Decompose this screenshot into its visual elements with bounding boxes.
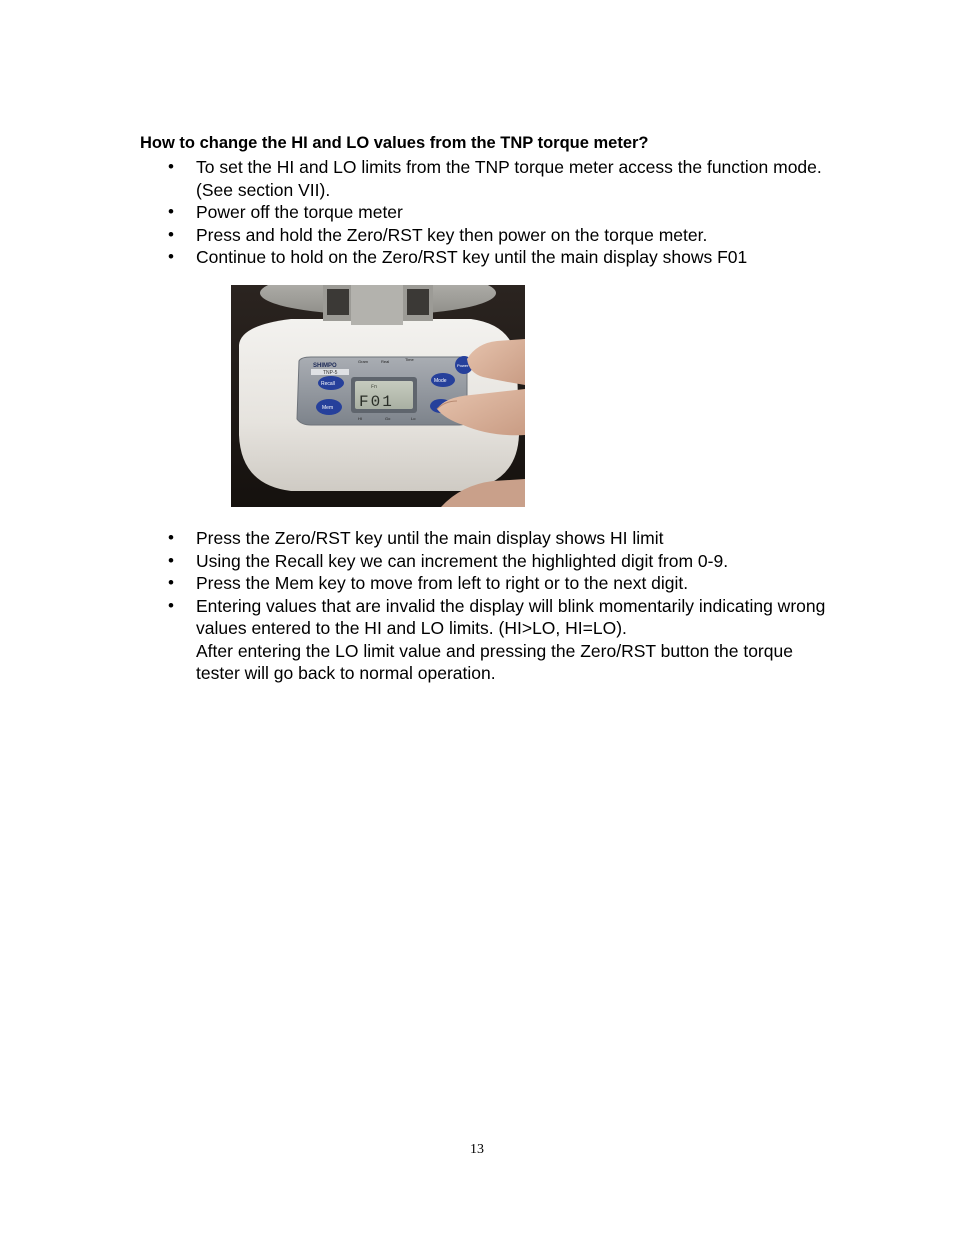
list-item bbox=[168, 246, 828, 269]
indicator-label: Lo bbox=[411, 416, 416, 421]
indicator-label: HI bbox=[358, 416, 362, 421]
indicator-label: Gram bbox=[358, 359, 368, 364]
steps-list-after-photo bbox=[168, 527, 828, 685]
list-item-text: To set the HI and LO limits from the TNP torque meter access the function mode. (See section VII). bbox=[196, 157, 822, 200]
model-label: TNP-5 bbox=[323, 370, 338, 376]
list-item-text: Press and hold the Zero/RST key then power on the torque meter. bbox=[196, 224, 708, 245]
torque-meter-photo bbox=[231, 285, 525, 507]
bullet-icon: • bbox=[168, 224, 174, 244]
list-item bbox=[168, 550, 828, 573]
bullet-icon: • bbox=[168, 550, 174, 570]
closing-note: After entering the LO limit value and pressing the Zero/RST button the torque tester will go back to normal operation. bbox=[196, 640, 793, 683]
bullet-icon: • bbox=[168, 595, 174, 615]
page-number: 13 bbox=[470, 1142, 484, 1157]
power-key: Power bbox=[457, 363, 469, 368]
steps-list-before-photo bbox=[168, 156, 828, 269]
list-item-text: Press the Zero/RST key until the main display shows HI limit bbox=[196, 528, 664, 548]
list-item-text: Press the Mem key to move from left to right or to the next digit. bbox=[196, 573, 689, 593]
indicator-label: Real bbox=[381, 359, 390, 364]
mode-key: Mode bbox=[434, 378, 447, 384]
bullet-icon: • bbox=[168, 247, 174, 266]
list-item bbox=[168, 595, 828, 685]
list-item bbox=[168, 201, 828, 224]
list-item-text: Power off the torque meter bbox=[196, 202, 403, 222]
brand-label: SHIMPO bbox=[313, 363, 337, 369]
list-item-text: Entering values that are invalid the display will blink momentarily indicating wrong values entered to the HI and LO limits. (HI>LO, HI=LO). bbox=[196, 595, 826, 638]
bullet-icon: • bbox=[168, 573, 174, 592]
list-item bbox=[168, 527, 828, 550]
list-item bbox=[168, 572, 828, 595]
list-item bbox=[168, 156, 828, 201]
bullet-icon: • bbox=[168, 157, 174, 176]
indicator-label: Time bbox=[405, 357, 414, 362]
bullet-icon: • bbox=[168, 202, 174, 221]
list-item-text: Continue to hold on the Zero/RST key until the main display shows F01 bbox=[196, 247, 748, 267]
bullet-icon: • bbox=[168, 528, 174, 547]
lcd-readout: F01 bbox=[359, 393, 394, 411]
recall-key: Recall bbox=[321, 381, 335, 387]
mem-key: Mem bbox=[322, 405, 334, 411]
lcd-small-text: Fn bbox=[371, 384, 378, 390]
section-heading: How to change the HI and LO values from the TNP torque meter? bbox=[140, 134, 649, 152]
indicator-label: Go bbox=[385, 416, 391, 421]
list-item bbox=[168, 224, 828, 247]
list-item-text: Using the Recall key we can increment the highlighted digit from 0-9. bbox=[196, 550, 729, 571]
